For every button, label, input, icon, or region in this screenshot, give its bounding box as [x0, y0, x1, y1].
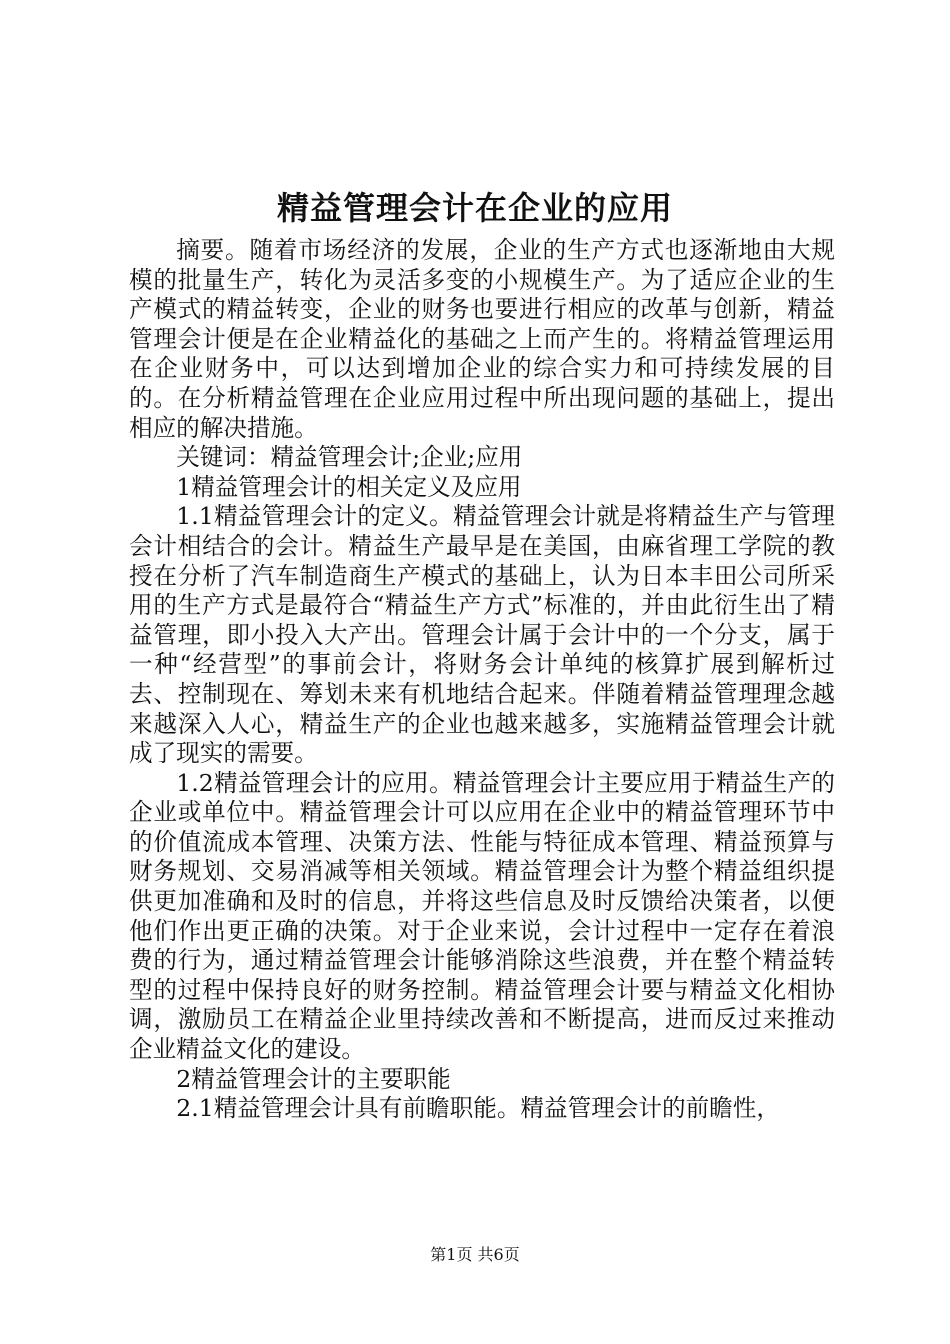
- section-1-1-paragraph: 1.1精益管理会计的定义。精益管理会计就是将精益生产与管理会计相结合的会计。精益生产最早是在美国，由麻省理工学院的教授在分析了汽车制造商生产模式的基础上，认为日本丰田公司所采用的生产方式是最符合“精益生产方式”标准的，并由此衍生出了精益管理，即小投入大产出。管理会计属于会计中的一个分支，属于一种“经营型”的事前会计，将财务会计单纯的核算扩展到解析过去、控制现在、筹划未来有机地结合起来。伴随着精益管理理念越来越深入人心，精益生产的企业也越来越多，实施精益管理会计就成了现实的需要。: [129, 502, 835, 768]
- section-2-1-paragraph: 2.1精益管理会计具有前瞻职能。精益管理会计的前瞻性，: [176, 1094, 780, 1123]
- keywords-line: 关键词：精益管理会计;企业;应用: [176, 443, 523, 472]
- page-footer: 第1页 共6页: [430, 1245, 520, 1264]
- abstract-paragraph: 摘要。随着市场经济的发展，企业的生产方式也逐渐地由大规模的批量生产，转化为灵活多变的小规模生产。为了适应企业的生产模式的精益转变，企业的财务也要进行相应的改革与创新，精益管理会计便是在企业精益化的基础之上而产生的。将精益管理运用在企业财务中，可以达到增加企业的综合实力和可持续发展的目的。在分析精益管理在企业应用过程中所出现问题的基础上，提出相应的解决措施。: [129, 236, 835, 442]
- section-1-2-paragraph: 1.2精益管理会计的应用。精益管理会计主要应用于精益生产的企业或单位中。精益管理会计可以应用在企业中的精益管理环节中的价值流成本管理、决策方法、性能与特征成本管理、精益预算与财务规划、交易消减等相关领域。精益管理会计为整个精益组织提供更加准确和及时的信息，并将这些信息及时反馈给决策者，以便他们作出更正确的决策。对于企业来说，会计过程中一定存在着浪费的行为，通过精益管理会计能够消除这些浪费，并在整个精益转型的过程中保持良好的财务控制。精益管理会计要与精益文化相协调，激励员工在精益企业里持续改善和不断提高，进而反过来推动企业精益文化的建设。: [129, 768, 835, 1064]
- document-title: 精益管理会计在企业的应用: [276, 189, 673, 227]
- document-body: [129, 236, 835, 1124]
- section-heading-1: 1精益管理会计的相关定义及应用: [176, 472, 522, 501]
- section-heading-2: 2精益管理会计的主要职能: [176, 1064, 451, 1093]
